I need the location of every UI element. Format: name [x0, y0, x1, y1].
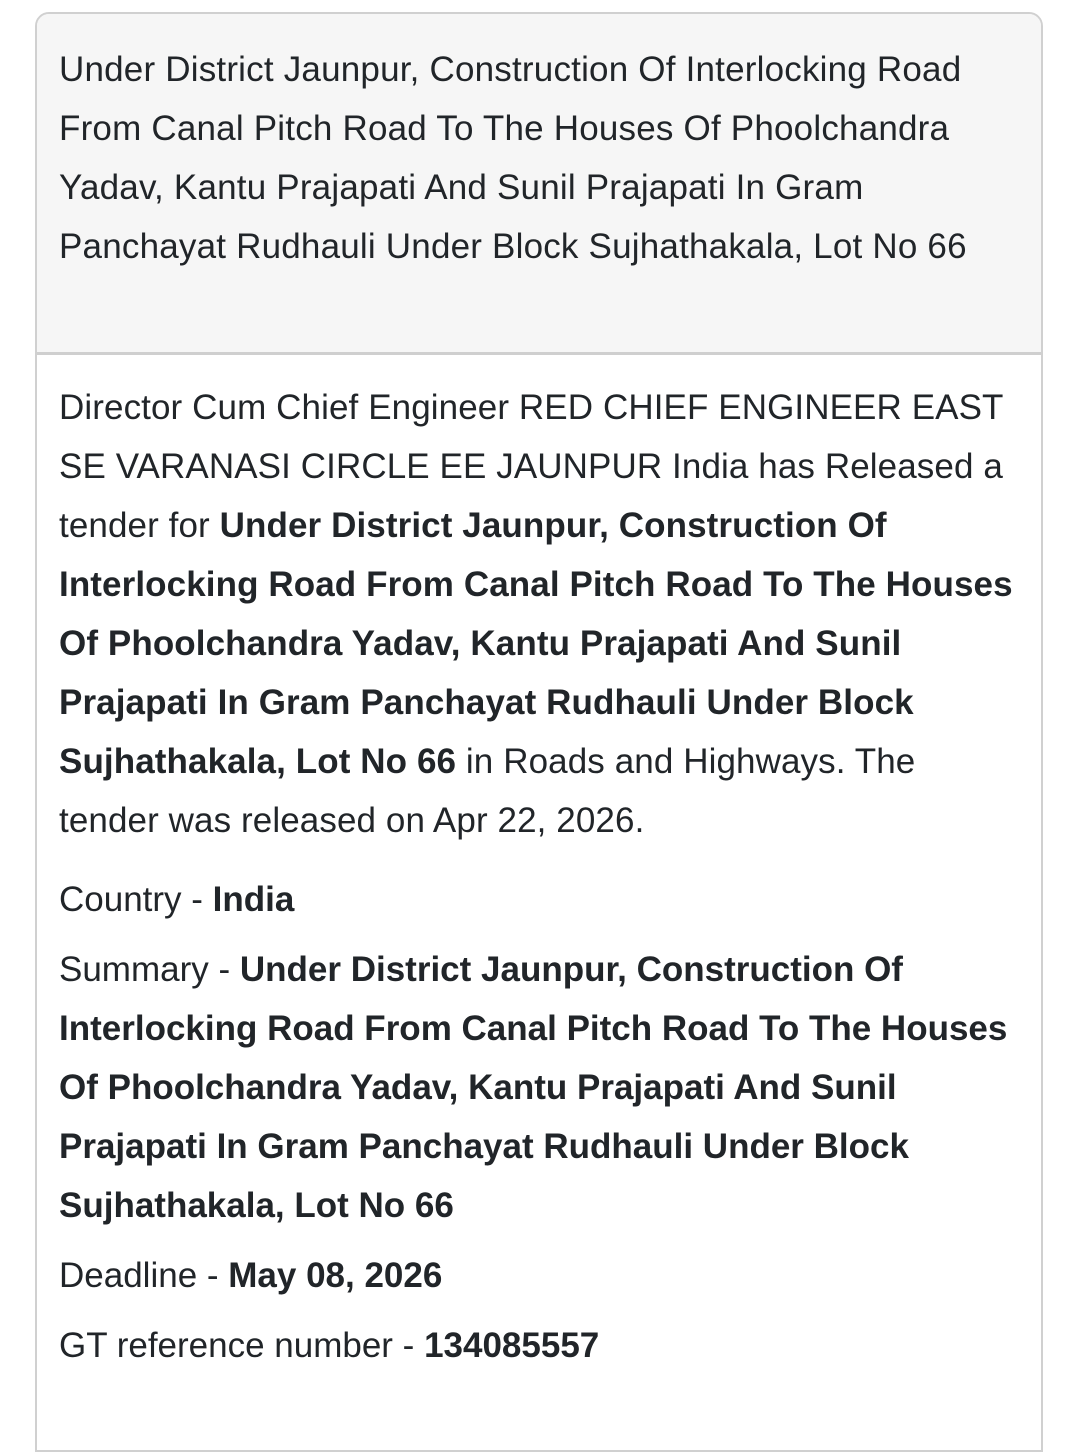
- field-deadline-value: May 08, 2026: [228, 1256, 443, 1295]
- tender-card: [35, 12, 1043, 1452]
- tender-card-body: [37, 355, 1041, 1375]
- field-gt-reference-label: GT reference number -: [59, 1326, 425, 1365]
- field-summary-value: Under District Jaunpur, Construction Of Interlocking Road From Canal Pitch Road To The Houses Of Phoolchandra Yadav, Kantu Prajapati And Sunil Prajapati In Gram Panchayat Rudhauli Under Block Sujhathakala, Lot No 66: [59, 950, 1008, 1225]
- field-gt-reference: [59, 1316, 1019, 1375]
- field-deadline: [59, 1246, 1019, 1305]
- tender-description: [59, 378, 1019, 850]
- field-summary: [59, 940, 1019, 1235]
- description-subject: Under District Jaunpur, Construction Of Interlocking Road From Canal Pitch Road To The Houses Of Phoolchandra Yadav, Kantu Prajapati And Sunil Prajapati In Gram Panchayat Rudhauli Under Block Sujhathakala, Lot No 66: [59, 506, 1013, 781]
- field-gt-reference-value: 134085557: [424, 1326, 600, 1365]
- tender-card-header: [37, 14, 1041, 355]
- field-country-value: India: [212, 880, 295, 919]
- description-sector: in Roads and Highways. The tender was released on Apr 22, 2026.: [59, 742, 916, 840]
- field-country: [59, 870, 1019, 929]
- tender-title: Under District Jaunpur, Construction Of Interlocking Road From Canal Pitch Road To The Houses Of Phoolchandra Yadav, Kantu Prajapati And Sunil Prajapati In Gram Panchayat Rudhauli Under Block Sujhathakala, Lot No 66: [59, 50, 967, 266]
- description-issuer: Director Cum Chief Engineer RED CHIEF ENGINEER EAST SE VARANASI CIRCLE EE JAUNPUR India has Released a tender for: [59, 388, 1003, 545]
- field-country-label: Country -: [59, 880, 213, 919]
- field-summary-label: Summary -: [59, 950, 240, 989]
- field-deadline-label: Deadline -: [59, 1256, 229, 1295]
